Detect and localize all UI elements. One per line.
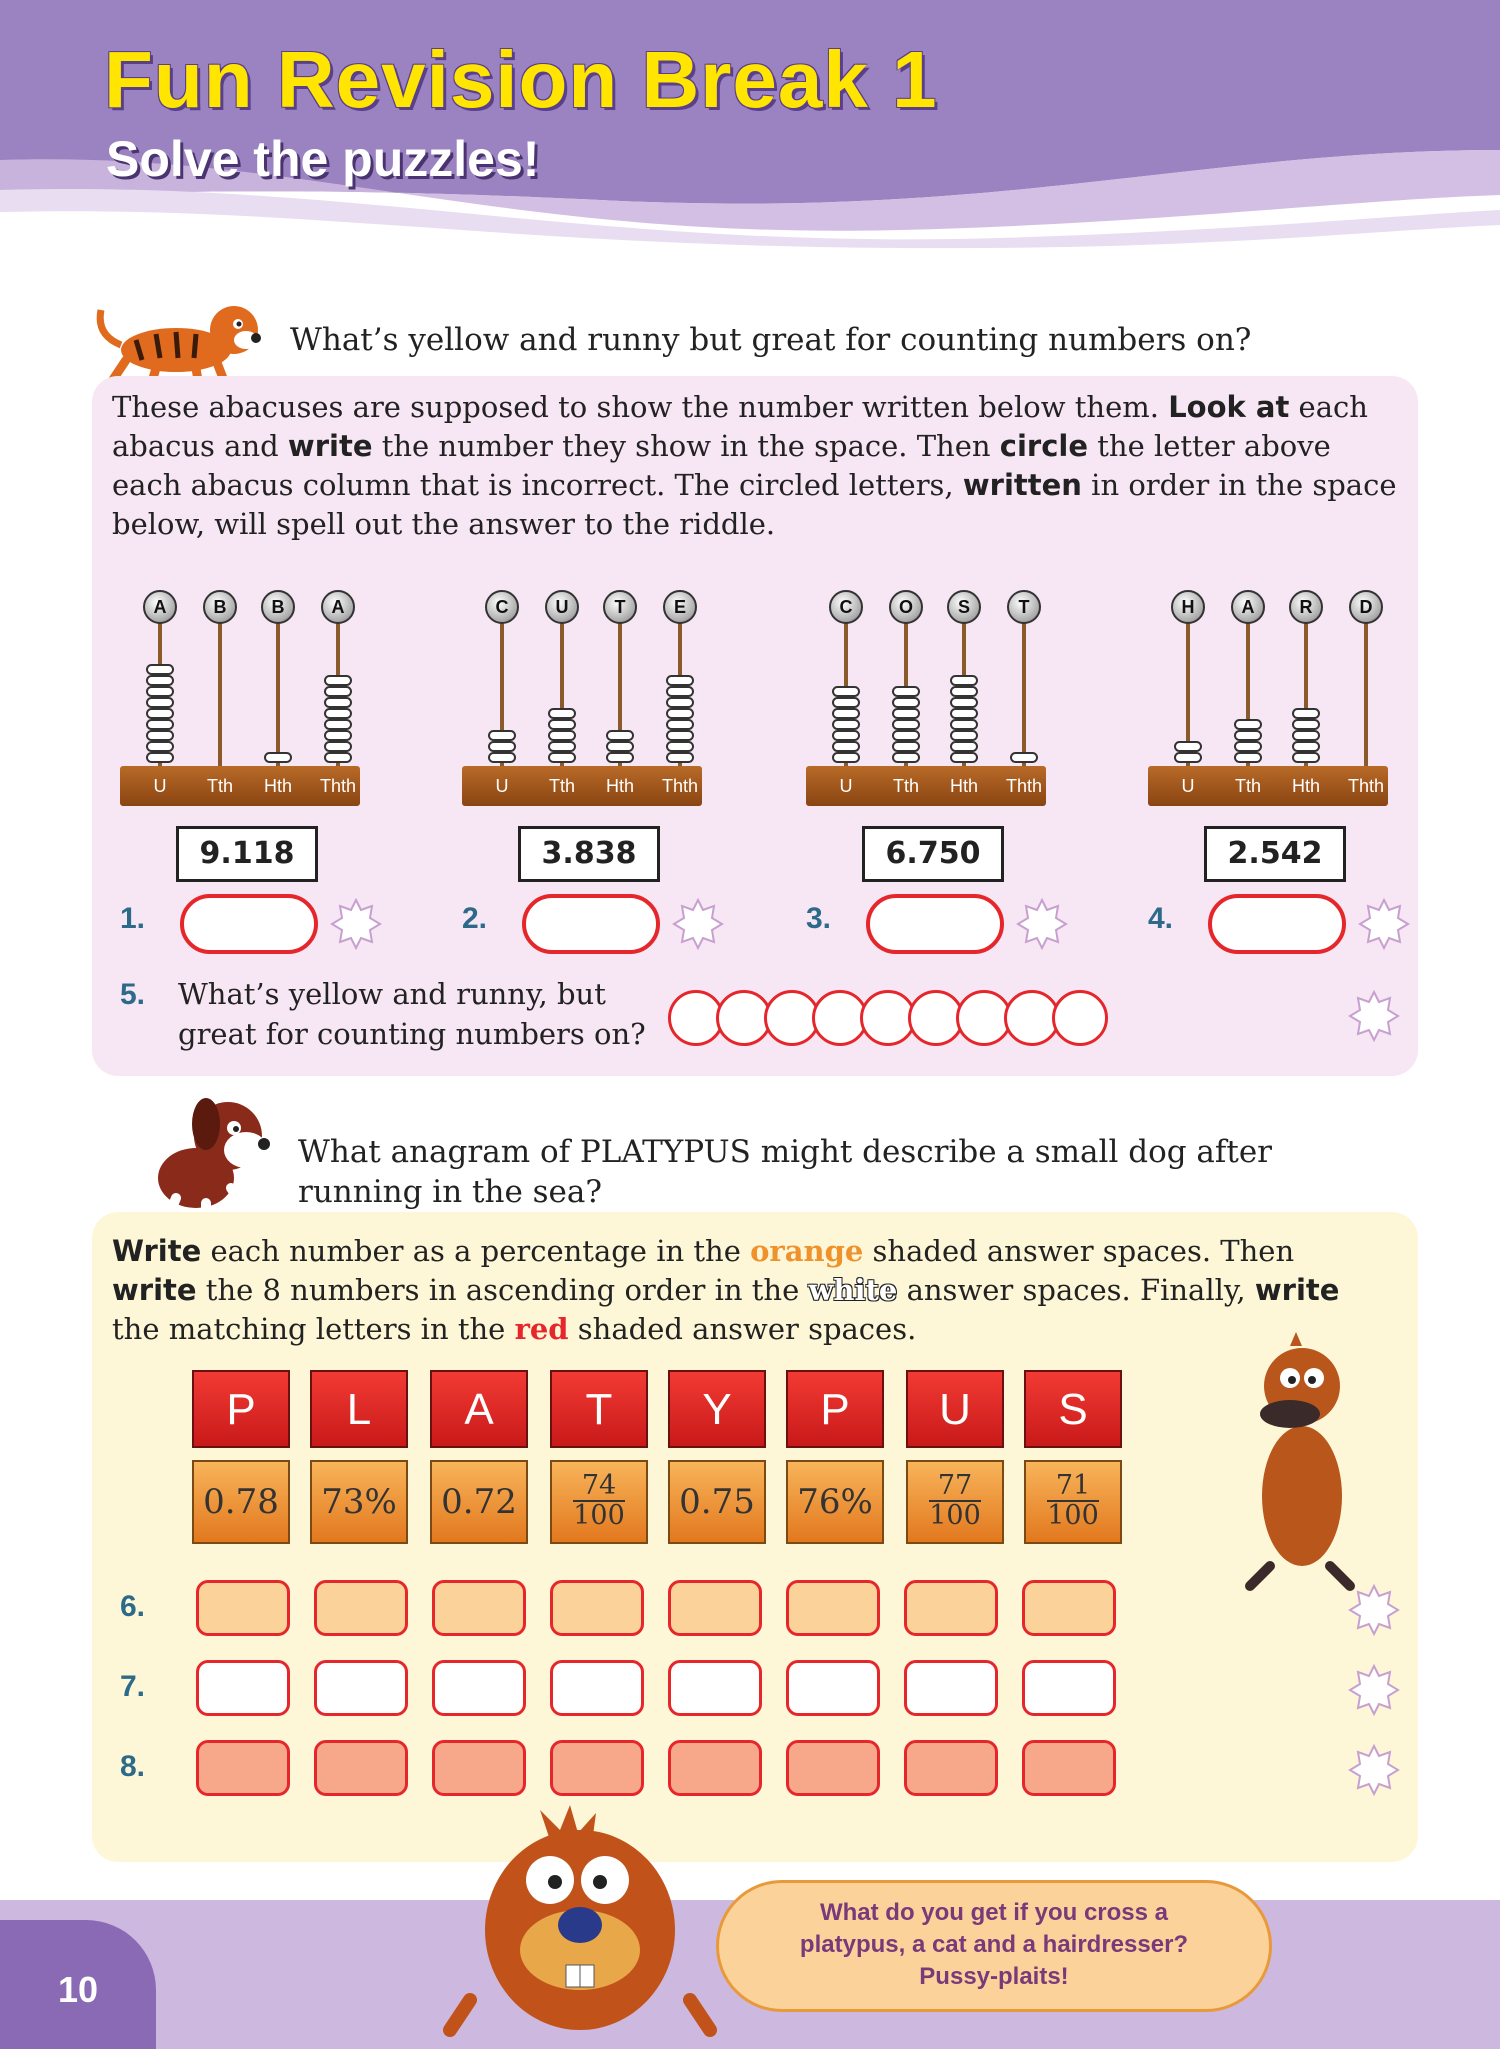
abacus-letter[interactable]: R (1289, 590, 1323, 624)
abacus-rod (1364, 606, 1368, 766)
question-number: 6. (120, 1590, 146, 1623)
answer-box[interactable] (314, 1740, 408, 1796)
abacus-bead (1234, 730, 1262, 741)
answer-box[interactable] (1022, 1580, 1116, 1636)
letter-answer-circle[interactable] (1052, 990, 1108, 1046)
abacus-bead (548, 752, 576, 763)
target-number: 3.838 (518, 826, 660, 882)
abacus-bead (832, 730, 860, 741)
column-label: Hth (605, 776, 634, 796)
abacus-letter[interactable]: C (829, 590, 863, 624)
abacus-rod (218, 606, 222, 766)
abacus-bead (832, 719, 860, 730)
abacus-bead (146, 719, 174, 730)
answer-box[interactable] (432, 1660, 526, 1716)
score-star-icon (1348, 990, 1400, 1042)
abacus-bead (892, 752, 920, 763)
abacus-bead (892, 697, 920, 708)
fraction: $\frac{77}{100}$ (929, 1470, 981, 1531)
question-number: 1. (120, 902, 146, 935)
value-tile: 76% (786, 1460, 884, 1544)
abacus-bead (606, 741, 634, 752)
abacus-bead (324, 752, 352, 763)
abacus-bead (666, 697, 694, 708)
letter-tile: U (906, 1370, 1004, 1448)
abacus-bead (892, 686, 920, 697)
abacus-bead (548, 719, 576, 730)
abacus-letter[interactable]: A (321, 590, 355, 624)
score-star-icon (1016, 898, 1068, 950)
abacus-bead (146, 708, 174, 719)
question-number: 7. (120, 1670, 146, 1703)
abacus-bead (146, 730, 174, 741)
abacus-bead (324, 730, 352, 741)
abacus-rod (276, 606, 280, 766)
abacus-bead (950, 752, 978, 763)
answer-box[interactable] (668, 1580, 762, 1636)
fraction: $\frac{74}{100}$ (573, 1470, 625, 1531)
score-star-icon (672, 898, 724, 950)
abacus-bead (488, 752, 516, 763)
answer-box[interactable] (904, 1660, 998, 1716)
question-number: 3. (806, 902, 832, 935)
abacus-letter[interactable]: T (1007, 590, 1041, 624)
column-label: Thth (661, 776, 699, 796)
beaver-mascot-icon (440, 1800, 740, 2049)
abacus-4 (1148, 580, 1388, 810)
question-5-number: 5. (120, 978, 146, 1011)
abacus-bead (666, 730, 694, 741)
target-number: 6.750 (862, 826, 1004, 882)
column-label: Thth (1005, 776, 1043, 796)
answer-box[interactable] (432, 1740, 526, 1796)
abacus-bead (1174, 741, 1202, 752)
abacus-bead (666, 741, 694, 752)
abacus-letter[interactable]: B (203, 590, 237, 624)
column-label: Hth (263, 776, 292, 796)
value-tile: 0.75 (668, 1460, 766, 1544)
column-label: Tth (892, 776, 919, 796)
abacus-bead (832, 708, 860, 719)
answer-box[interactable] (904, 1740, 998, 1796)
abacus-bead (892, 730, 920, 741)
abacus-bead (666, 752, 694, 763)
abacus-bead (1234, 752, 1262, 763)
column-label: Hth (1291, 776, 1320, 796)
column-label: Tth (548, 776, 575, 796)
page-subtitle: Solve the puzzles! (106, 131, 540, 187)
abacus-bead (666, 686, 694, 697)
abacus-bead (950, 686, 978, 697)
question-number: 8. (120, 1750, 146, 1783)
abacus-bead (832, 741, 860, 752)
abacus-bead (548, 741, 576, 752)
abacus-bead (324, 675, 352, 686)
abacus-letter[interactable]: C (485, 590, 519, 624)
answer-box[interactable] (432, 1580, 526, 1636)
value-tile: 0.78 (192, 1460, 290, 1544)
letter-tile: S (1024, 1370, 1122, 1448)
abacus-bead (892, 708, 920, 719)
column-label: Tth (206, 776, 233, 796)
joke-speech-bubble: What do you get if you cross a platypus, a cat and a hairdresser? Pussy-plaits! (716, 1880, 1272, 2012)
abacus-bead (832, 752, 860, 763)
abacus-bead (488, 741, 516, 752)
answer-input[interactable] (522, 894, 660, 954)
value-tile (1024, 1460, 1122, 1544)
abacus-letter[interactable]: T (603, 590, 637, 624)
abacus-bead (146, 664, 174, 675)
column-label: Hth (949, 776, 978, 796)
abacus-bead (324, 686, 352, 697)
column-label: U (153, 776, 167, 796)
score-star-icon (1348, 1744, 1400, 1796)
abacus-bead (1234, 719, 1262, 730)
page-number: 10 (0, 1920, 156, 2049)
riddle-question-1: What’s yellow and runny but great for counting numbers on? (290, 322, 1252, 358)
abacus-bead (324, 708, 352, 719)
question-number: 4. (1148, 902, 1174, 935)
value-tile: 73% (310, 1460, 408, 1544)
target-number: 2.542 (1204, 826, 1346, 882)
abacus-bead (1292, 730, 1320, 741)
abacus-bead (950, 675, 978, 686)
abacus-instructions: These abacuses are supposed to show the number written below them. Look at each abacus and write the number they show in the space. Then circle the letter above each abacus column that is incorrect. The circled letters, written in order in the space below, will spell out the answer to the riddle. (112, 390, 1397, 541)
abacus-bead (666, 719, 694, 730)
letter-tile: T (550, 1370, 648, 1448)
abacus-bead (950, 708, 978, 719)
abacus-bead (1292, 708, 1320, 719)
value-tile: 0.72 (430, 1460, 528, 1544)
platypus-mascot-icon (1230, 1326, 1370, 1596)
answer-box[interactable] (786, 1580, 880, 1636)
answer-box[interactable] (668, 1740, 762, 1796)
answer-box[interactable] (904, 1580, 998, 1636)
abacus-bead (950, 730, 978, 741)
abacus-bead (324, 697, 352, 708)
abacus-2 (462, 580, 702, 810)
answer-box[interactable] (314, 1660, 408, 1716)
answer-box[interactable] (196, 1740, 290, 1796)
answer-box[interactable] (196, 1580, 290, 1636)
abacus-letter[interactable]: H (1171, 590, 1205, 624)
abacus-bead (832, 697, 860, 708)
answer-input[interactable] (180, 894, 318, 954)
abacus-bead (324, 719, 352, 730)
abacus-bead (666, 708, 694, 719)
answer-box[interactable] (550, 1660, 644, 1716)
column-label: U (495, 776, 509, 796)
abacus-letter[interactable]: U (545, 590, 579, 624)
abacus-bead (146, 741, 174, 752)
abacus-letter[interactable]: E (663, 590, 697, 624)
letter-tile: P (786, 1370, 884, 1448)
abacus-bead (1292, 719, 1320, 730)
column-label: Thth (319, 776, 357, 796)
abacus-bead (950, 741, 978, 752)
abacus-rod (1022, 606, 1026, 766)
question-5-text: What’s yellow and runny, but great for counting numbers on? (178, 977, 646, 1051)
letter-tile: Y (668, 1370, 766, 1448)
riddle-question-2: What anagram of PLATYPUS might describe a small dog after running in the sea? (298, 1134, 1273, 1210)
abacus-bead (146, 675, 174, 686)
value-tile (906, 1460, 1004, 1544)
question-number: 2. (462, 902, 488, 935)
abacus-bead (1292, 752, 1320, 763)
abacus-letter[interactable]: O (889, 590, 923, 624)
answer-box[interactable] (314, 1580, 408, 1636)
platypus-instructions: Write each number as a percentage in the orange shaded answer spaces. Then write the 8 numbers in ascending order in the white answer spaces. Finally, write the matching letters in the red shaded answer spaces. (112, 1234, 1340, 1346)
abacus-letter[interactable]: S (947, 590, 981, 624)
letter-tile: A (430, 1370, 528, 1448)
column-label: Tth (1234, 776, 1261, 796)
abacus-bead (666, 675, 694, 686)
abacus-bead (548, 730, 576, 741)
abacus-bead (950, 697, 978, 708)
value-tile (550, 1460, 648, 1544)
abacus-letter[interactable]: A (1231, 590, 1265, 624)
answer-box[interactable] (1022, 1740, 1116, 1796)
fraction: $\frac{71}{100}$ (1047, 1470, 1099, 1531)
abacus-bead (892, 719, 920, 730)
column-label: Thth (1347, 776, 1385, 796)
abacus-bead (606, 730, 634, 741)
abacus-bead (1010, 752, 1038, 763)
letter-tile: L (310, 1370, 408, 1448)
abacus-bead (1174, 752, 1202, 763)
target-number: 9.118 (176, 826, 318, 882)
abacus-bead (264, 752, 292, 763)
abacus-letter[interactable]: A (143, 590, 177, 624)
abacus-bead (548, 708, 576, 719)
score-star-icon (1358, 898, 1410, 950)
abacus-bead (832, 686, 860, 697)
answer-box[interactable] (786, 1740, 880, 1796)
answer-box[interactable] (1022, 1660, 1116, 1716)
answer-input[interactable] (1208, 894, 1346, 954)
answer-box[interactable] (196, 1660, 290, 1716)
column-label: U (839, 776, 853, 796)
abacus-bead (146, 686, 174, 697)
abacus-1 (120, 580, 360, 810)
abacus-bead (146, 697, 174, 708)
abacus-letter[interactable]: B (261, 590, 295, 624)
column-label: U (1181, 776, 1195, 796)
answer-box[interactable] (668, 1660, 762, 1716)
answer-box[interactable] (550, 1580, 644, 1636)
score-star-icon (330, 898, 382, 950)
abacus-bead (892, 741, 920, 752)
abacus-bead (1292, 741, 1320, 752)
abacus-bead (324, 741, 352, 752)
abacus-bead (950, 719, 978, 730)
abacus-bead (1234, 741, 1262, 752)
letter-tile: P (192, 1370, 290, 1448)
answer-box[interactable] (550, 1740, 644, 1796)
page-title: Fun Revision Break 1 (104, 35, 938, 124)
abacus-letter[interactable]: D (1349, 590, 1383, 624)
abacus-bead (488, 730, 516, 741)
abacus-bead (146, 752, 174, 763)
answer-box[interactable] (786, 1660, 880, 1716)
abacus-bead (606, 752, 634, 763)
score-star-icon (1348, 1664, 1400, 1716)
answer-input[interactable] (866, 894, 1004, 954)
abacus-3 (806, 580, 1046, 810)
